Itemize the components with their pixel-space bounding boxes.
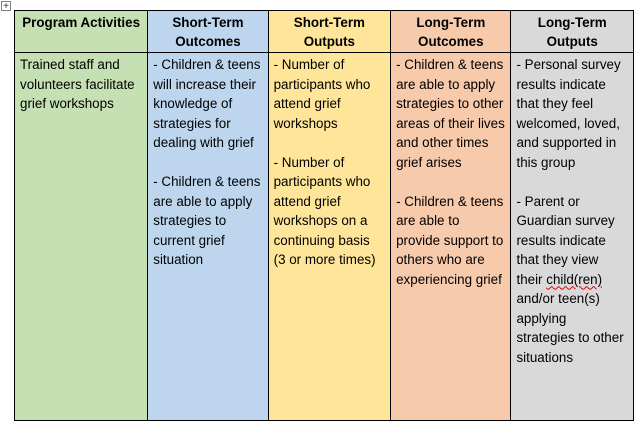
paragraph: - Children & teens are able to apply strategies to other areas of their lives and other times grief arises bbox=[396, 57, 505, 170]
header-row bbox=[15, 11, 634, 53]
header-long-term-outcomes[interactable]: Long-Term Outcomes bbox=[391, 11, 511, 53]
parent-survey-paragraph bbox=[516, 192, 628, 368]
text-run: - Parent or Guardian survey results indicate that they view their bbox=[516, 193, 615, 287]
header-program-activities[interactable]: Program Activities bbox=[15, 11, 148, 53]
cell-short-term-outputs[interactable] bbox=[268, 53, 391, 421]
paragraph: - Personal survey results indicate that they feel welcomed, loved, and supported in this group bbox=[516, 57, 621, 170]
table-move-handle-icon[interactable]: + bbox=[1, 1, 11, 11]
spelling-flagged-word[interactable]: child(ren) bbox=[546, 271, 603, 287]
paragraph: Trained staff and volunteers facilitate grief workshops bbox=[20, 57, 135, 111]
paragraph: - Children & teens will increase their knowledge of strategies for dealing with grief bbox=[153, 57, 261, 150]
header-long-term-outputs[interactable]: Long-Term Outputs bbox=[511, 11, 634, 53]
paragraph: - Number of participants who attend grief workshops on a continuing basis (3 or more times) bbox=[273, 154, 376, 267]
header-short-term-outcomes[interactable]: Short-Term Outcomes bbox=[148, 11, 268, 53]
cell-long-term-outcomes[interactable] bbox=[391, 53, 511, 421]
cell-short-term-outcomes[interactable] bbox=[148, 53, 268, 421]
body-row bbox=[15, 53, 634, 421]
logic-model-table bbox=[14, 10, 634, 421]
header-short-term-outputs[interactable]: Short-Term Outputs bbox=[268, 11, 391, 53]
paragraph: - Children & teens are able to provide support to others who are experiencing grief bbox=[396, 193, 504, 287]
paragraph: - Children & teens are able to apply strategies to current grief situation bbox=[153, 174, 261, 267]
paragraph: - Number of participants who attend grief workshops bbox=[273, 57, 371, 131]
cell-program-activities[interactable] bbox=[15, 53, 148, 421]
text-run: and/or teen(s) applying strategies to other situations bbox=[516, 291, 624, 365]
cell-long-term-outputs[interactable] bbox=[511, 53, 634, 421]
